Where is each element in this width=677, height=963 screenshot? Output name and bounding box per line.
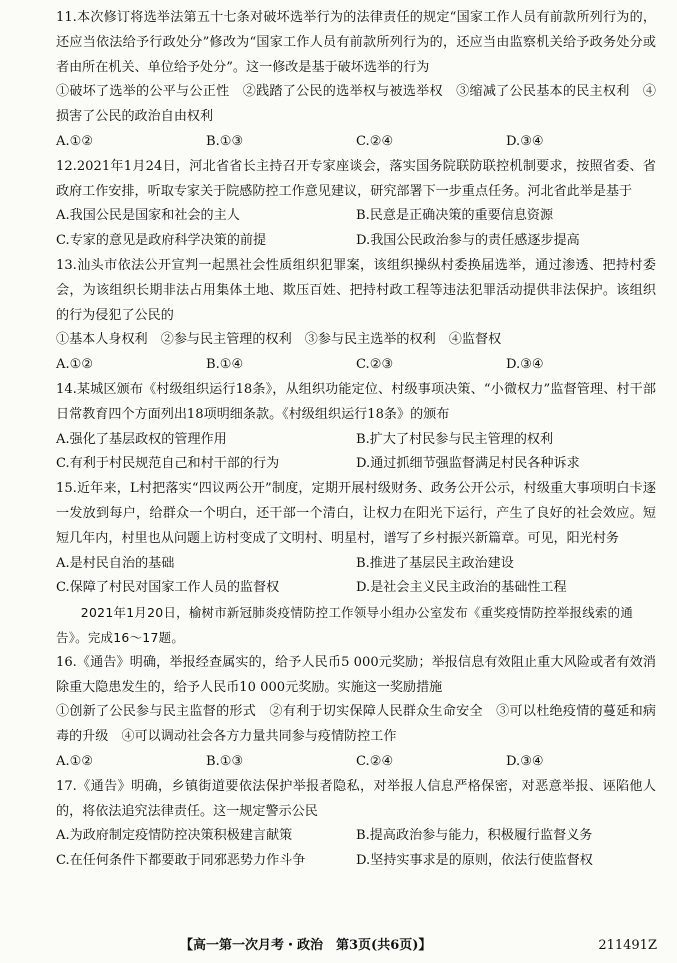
option-a[interactable]: A.①②: [56, 753, 94, 769]
option-a[interactable]: A.①②: [56, 357, 94, 373]
option-c[interactable]: C.②④: [356, 753, 394, 769]
question-statements: ①创新了公民参与民主监督的形式 ②有利于切实保障人民群众生命安全 ③可以杜绝疫情的蔓延和病毒的升级 ④可以调动社会各方力量共同参与疫情防控工作: [56, 704, 656, 745]
page-footer: [0, 934, 677, 956]
shared-material: 2021年1月20日，榆树市新冠肺炎疫情防控工作领导小组办公室发布《重奖疫情防控举报线索的通告》。完成16～17题。: [56, 605, 634, 645]
options-row: [56, 750, 656, 775]
question-13: [56, 254, 656, 378]
option-b[interactable]: B.扩大了村民参与民主管理的权利: [356, 431, 554, 447]
question-stem: 11.本次修订将选举法第五十七条对破坏选举行为的法律责任的规定“国家工作人员有前款所列行为的，还应当依法给予行政处分”修改为“国家工作人员有前款所列行为的，还应当由监察机关给予政务处分或者由所在机关、单位给予处分”。这一修改是基于破坏选举的行为: [56, 10, 656, 75]
option-a[interactable]: A.是村民自治的基础: [56, 555, 175, 571]
option-d[interactable]: D.通过抓细节强监督满足村民各种诉求: [356, 456, 580, 472]
question-stem: 16.《通告》明确，举报经查属实的，给予人民币5 000元奖励；举报信息有效阻止重大风险或者有效消除重大隐患发生的，给予人民币10 000元奖励。实施这一奖励措施: [56, 654, 656, 695]
option-c[interactable]: C.专家的意见是政府科学决策的前提: [56, 233, 267, 249]
option-a[interactable]: A.为政府制定疫情防控决策积极建言献策: [56, 828, 293, 844]
question-statements: ①破坏了选举的公平与公正性 ②践踏了公民的选举权与被选举权 ③缩减了公民基本的民主权利 ④损害了公民的政治自由权利: [56, 84, 656, 125]
question-11: [56, 6, 656, 155]
option-c[interactable]: C.有利于村民规范自己和村干部的行为: [56, 456, 280, 472]
option-b[interactable]: B.推进了基层民主政治建设: [356, 555, 514, 571]
option-b[interactable]: B.提高政治参与能力，积极履行监督义务: [356, 828, 593, 844]
option-a[interactable]: A.我国公民是国家和社会的主人: [56, 208, 240, 224]
option-b[interactable]: B.民意是正确决策的重要信息资源: [356, 208, 554, 224]
question-stem: 13.汕头市依法公开宣判一起黑社会性质组织犯罪案，该组织操纵村委换届选举，通过渗透、把持村委会，为该组织长期非法占用集体土地、欺压百姓、把持村政工程等违法犯罪活动提供非法保护。该组织的行为侵犯了公民的: [56, 257, 656, 323]
option-d[interactable]: D.坚持实事求是的原则，依法行使监督权: [356, 853, 593, 869]
footer-exam-code: 211491Z: [598, 938, 657, 953]
options-grid: [56, 428, 656, 478]
options-grid: [56, 552, 656, 602]
question-17: [56, 775, 656, 874]
option-c[interactable]: C.保障了村民对国家工作人员的监督权: [56, 580, 280, 596]
question-12: [56, 155, 656, 254]
question-statements: ①基本人身权利 ②参与民主管理的权利 ③参与民主选举的权利 ④监督权: [56, 332, 502, 348]
option-d[interactable]: D.是社会主义民主政治的基础性工程: [356, 580, 567, 596]
option-b[interactable]: B.①④: [206, 357, 244, 373]
exam-page: [56, 6, 656, 874]
option-c[interactable]: C.②④: [356, 133, 394, 149]
options-row: [56, 353, 656, 378]
options-grid: [56, 824, 656, 874]
footer-page-info: 【高一第一次月考・政治 第3页(共6页)】: [180, 938, 432, 953]
option-d[interactable]: D.③④: [506, 133, 544, 149]
option-c[interactable]: C.②③: [356, 357, 394, 373]
option-b[interactable]: B.①③: [206, 133, 244, 149]
option-d[interactable]: D.③④: [506, 753, 544, 769]
option-a[interactable]: A.①②: [56, 133, 94, 149]
question-stem: 17.《通告》明确，乡镇街道要依法保护举报者隐私，对举报人信息严格保密，对恶意举报、诬陷他人的，将依法追究法律责任。这一规定警示公民: [56, 778, 656, 819]
question-stem: 12.2021年1月24日，河北省省长主持召开专家座谈会，落实国务院联防联控机制要求，按照省委、省政府工作安排，听取专家关于院感防控工作意见建议，研究部署下一步重点任务。河北省此举是基于: [56, 158, 656, 199]
options-row: [56, 130, 656, 155]
question-15: [56, 477, 656, 601]
option-d[interactable]: D.我国公民政治参与的责任感逐步提高: [356, 233, 580, 249]
options-grid: [56, 204, 656, 254]
question-stem: 14.某城区颁布《村级组织运行18条》，从组织功能定位、村级事项决策、“小微权力”监督管理、村干部日常教育四个方面列出18项明细条款。《村级组织运行18条》的颁布: [56, 381, 656, 422]
option-d[interactable]: D.③④: [506, 357, 544, 373]
option-a[interactable]: A.强化了基层政权的管理作用: [56, 431, 227, 447]
option-c[interactable]: C.在任何条件下都要敢于同邪恶势力作斗争: [56, 853, 306, 869]
question-14: [56, 378, 656, 477]
option-b[interactable]: B.①③: [206, 753, 244, 769]
question-stem: 15.近年来，L村把落实“四议两公开”制度，定期开展村级财务、政务公开公示，村级重大事项明白卡逐一发放到每户，给群众一个明白，还干部一个清白，让权力在阳光下运行，产生了良好的社会效应。短短几年内，村里也从问题上访村变成了文明村、明星村，谱写了乡村振兴新篇章。可见，阳光村务: [56, 481, 656, 546]
question-16: [56, 651, 656, 775]
